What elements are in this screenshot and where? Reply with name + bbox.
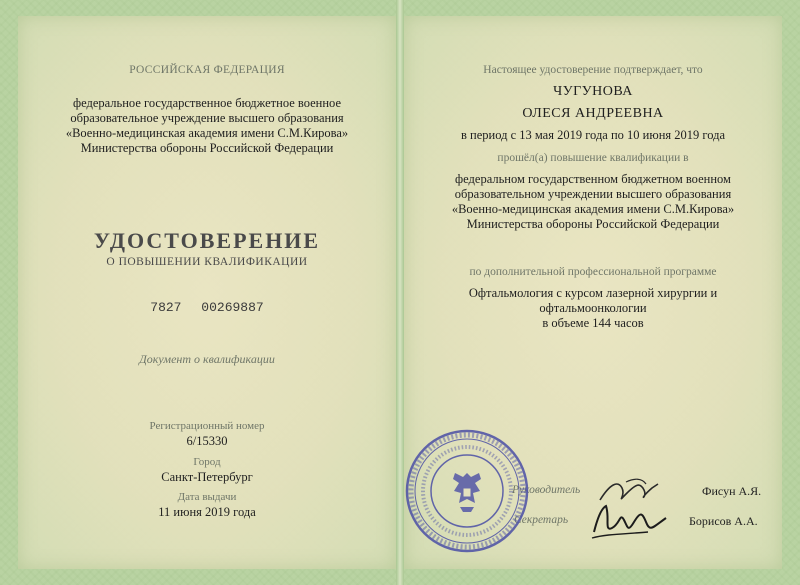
program-line: в объеме 144 часов [542,316,644,330]
holder-surname: ЧУГУНОВА [553,84,633,99]
program-label: по дополнительной профессиональной программе [469,266,717,278]
training-period: в период с 13 мая 2019 года по 10 июня 2019 года [460,128,725,142]
training-institution [404,172,782,232]
program-line: офтальмоонкологии [539,301,647,315]
institution-line: федеральном государственном бюджетном военном [455,172,731,186]
issuing-institution [18,96,396,156]
certificate-title: УДОСТОВЕРЕНИЕ [93,228,321,253]
issue-date: 11 июня 2019 года [158,505,256,519]
institution-line: «Военно-медицинская академия имени С.М.Кирова» [451,202,735,216]
secretary-signature [586,498,670,542]
institution-line: федеральное государственное бюджетное военное [73,96,341,110]
institution-line: образовательное учреждение высшего образования [70,111,344,125]
holder-name: ОЛЕСЯ АНДРЕЕВНА [522,106,664,121]
left-page [18,16,396,569]
double-headed-eagle-icon [453,473,481,512]
passed-training-text: прошёл(а) повышение квалификации в [497,152,689,164]
head-name: Фисун А.Я. [702,484,762,498]
issue-date-label: Дата выдачи [177,491,237,503]
head-label: Руководитель [512,484,581,496]
official-stamp [404,428,530,554]
series-code: 7827 [150,300,182,315]
city-label: Город [193,456,221,468]
book-spine [396,0,404,585]
document-number: 00269887 [201,300,264,315]
secretary-label: Секретарь [514,514,569,526]
institution-line: образовательном учреждении высшего образования [454,187,732,201]
registration-number: 6/15330 [186,434,228,448]
city-value: Санкт-Петербург [161,470,253,484]
institution-line: Министерства обороны Российской Федерации [80,141,334,155]
country-label: РОССИЙСКАЯ ФЕДЕРАЦИЯ [129,64,285,76]
secretary-name: Борисов А.А. [689,514,758,528]
serial-number [18,300,396,315]
certificate-subtitle: О ПОВЫШЕНИИ КВАЛИФИКАЦИИ [106,256,308,268]
institution-line: Министерства обороны Российской Федерации [466,217,720,231]
program-description [404,286,782,331]
document-kind: Документ о квалификации [139,352,275,366]
program-line: Офтальмология с курсом лазерной хирургии и [468,286,718,300]
registration-label: Регистрационный номер [149,420,265,432]
confirmation-text: Настоящее удостоверение подтверждает, что [483,64,703,76]
institution-line: «Военно-медицинская академия имени С.М.Кирова» [65,126,349,140]
